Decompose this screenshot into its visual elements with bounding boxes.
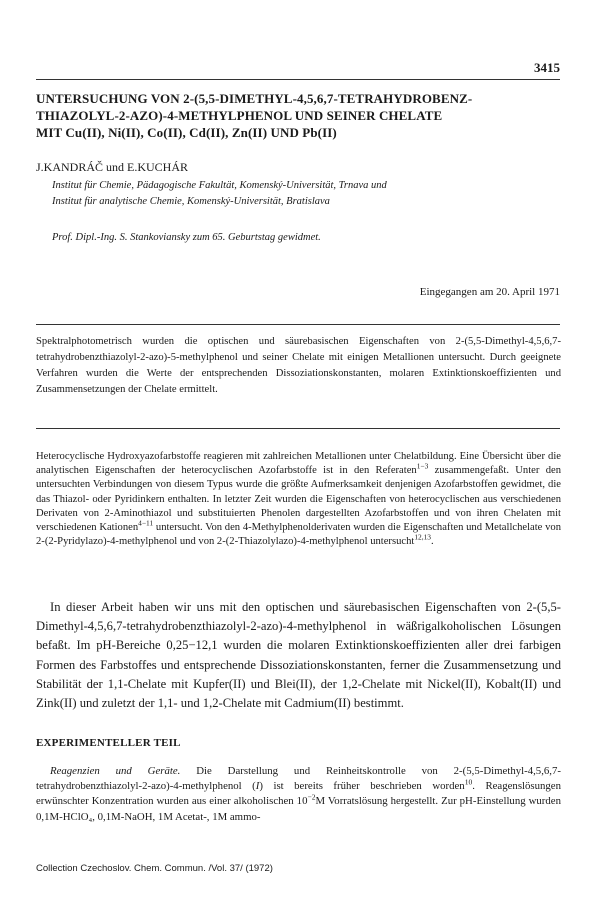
abstract-bottom-rule (36, 428, 560, 429)
journal-footer: Collection Czechoslov. Chem. Commun. /Vol. 37/ (1972) (36, 863, 273, 874)
abstract: Spektralphotometrisch wurden die optischen und säurebasischen Eigenschaften von 2-(5,5-Dimethyl-4,5,6,7-tetrahydrobenzthiazolyl-2-azo)-5-methylphenol und seiner Chelate mit einigen Metallionen untersucht. Durch geeignete Verfahren wurden die Werte der entsprechenden Dissoziationskonstanten, molaren Extinktionskoeffizienten und Zusammensetzungen der Chelate ermittelt. (36, 336, 561, 395)
reagents-lead: Reagenzien und Geräte. (50, 765, 181, 777)
institution-line-1: Institut für Chemie, Pädagogische Fakultät, Komenský-Universität, Trnava und (52, 180, 387, 191)
institution-line-2: Institut für analytische Chemie, Komenský-Universität, Bratislava (52, 196, 330, 207)
title-line-2: THIAZOLYL-2-AZO)-4-METHYLPHENOL UND SEINER CHELATE (36, 108, 443, 123)
main-paragraph: In dieser Arbeit haben wir uns mit den optischen und säurebasischen Eigenschaften von 2-(5,5-Dimethyl-4,5,6,7-tetrahydrobenzthiazolyl-2-azo)-4-methylphenol in wäßrigalkoholischen Lösungen befaßt. Im pH-Bereiche 0,25−12,1 wurden die molaren Extinktionskoeffizienten aller drei farbigen Formen des Farbstoffes und entsprechende Dissoziationskonstanten, ferner die Zusammensetzung und Stabilität der 1,1-Chelate mit Kupfer(II) und Blei(II), der 1,2-Chelate mit Nickel(II), Kobalt(II) und Zink(II) und zuletzt der 1,1- und 1,2-Chelate mit Cadmium(II) bestimmt. (36, 600, 561, 711)
header-rule (36, 79, 560, 80)
ref-12-13: 12,13 (414, 532, 431, 542)
compound-label: I (255, 780, 260, 793)
title-line-1: UNTERSUCHUNG VON 2-(5,5-DIMETHYL-4,5,6,7-TETRAHYDROBENZ- (36, 91, 473, 106)
received-date: Eingegangen am 20. April 1971 (419, 286, 560, 298)
article-title (36, 90, 561, 141)
experimental-paragraph: Reagenzien und Geräte. Die Darstellung und Reinheitskontrolle von 2-(5,5-Dimethyl-4,5,6,7-tetrahydrobenzthiazolyl-2-azo)-4-methylphenol (I) ist bereits früher beschrieben worden$^{10}$. Reagenslösungen erwünschter Konzentration wurden aus einer alkoholischen $10^{-2}M$ Vorratslösung hergestellt. Zur pH-Einstellung wurden 0,1M-HClO₄, 0,1M-NaOH, 1M Acetat-, 1M ammo- (36, 765, 562, 823)
section-heading: EXPERIMENTELLER TEIL (36, 737, 181, 749)
ref-10: 10 (464, 777, 473, 787)
page-number: 3415 (534, 60, 560, 75)
authors: J.KANDRÁČ und E.KUCHÁR (36, 160, 189, 174)
intro-paragraph: Heterocyclische Hydroxyazofarbstoffe reagieren mit zahlreichen Metallionen unter Chelatbildung. Eine Übersicht über die analytischen Eigenschaften der heterocyclischen Azofarbstoffe ist in den Referaten$^{1-3}$ zusammengefaßt. Unter den untersuchten Verbindungen von diesem Typus wurde die größte Aufmerksamkeit denjenigen Azofarbstoffen gewidmet, die das Thiazol- oder Pyridinkern enthalten. In letzter Zeit wurden die Eigenschaften von heterocyclischen aus verschiedenen Derivaten von 2-Aminothiazol und substituierten Phenolen dargestellten Azofarbstoffen und von ihren Chelaten mit verschiedenen Kationen$^{4-11}$ untersucht. Von den 4-Methylphenolderivaten wurden die Eigenschaften und Metallchelate von 2-(2-Pyridylazo)-4-methylphenol und von 2-(2-Thiazolylazo)-4-methylphenol untersucht$^{12,13}$. (36, 451, 561, 548)
abstract-top-rule (36, 324, 560, 325)
ref-4-11: 4−11 (138, 518, 154, 528)
exponent: −2 (307, 792, 316, 802)
ref-1-3: 1−3 (416, 461, 429, 471)
title-line-3: MIT Cu(II), Ni(II), Co(II), Cd(II), Zn(II) UND Pb(II) (36, 125, 337, 140)
dedication: Prof. Dipl.-Ing. S. Stankoviansky zum 65. Geburtstag gewidmet. (52, 232, 321, 243)
